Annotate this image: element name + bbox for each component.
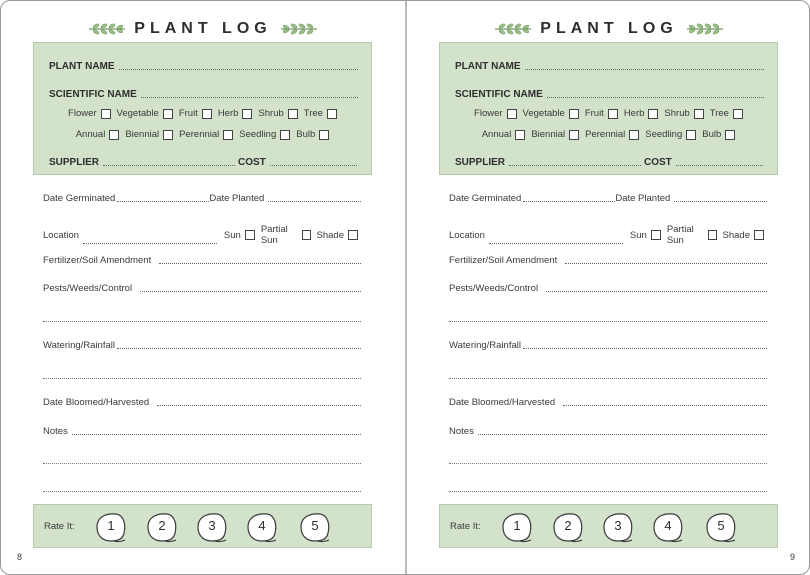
light-option: [261, 224, 311, 246]
life-option: [482, 129, 526, 140]
scientific-name-label: SCIENTIFIC NAME: [49, 89, 137, 100]
life-checkbox[interactable]: [629, 130, 639, 140]
watering-line[interactable]: [117, 348, 361, 349]
light-option-label: Partial Sun: [260, 224, 288, 246]
fertilizer-line[interactable]: [159, 263, 361, 264]
leaf-sprig-icon: [280, 22, 318, 36]
date-planted-label: Date Planted: [209, 193, 265, 204]
type-checkbox[interactable]: [733, 109, 743, 119]
life-option-label: Annual: [481, 129, 512, 140]
rating-number: 1: [513, 518, 521, 533]
type-option: [624, 108, 659, 119]
type-checkbox[interactable]: [569, 109, 579, 119]
life-checkbox[interactable]: [109, 130, 119, 140]
light-checkbox[interactable]: [754, 230, 764, 240]
rating-leaf-3[interactable]: [601, 511, 635, 543]
rating-number: 2: [564, 518, 572, 533]
type-option: [474, 108, 517, 119]
notes-extra-line[interactable]: [43, 491, 361, 492]
pests-extra-line[interactable]: [43, 321, 361, 322]
life-option-label: Seedling: [645, 129, 683, 140]
life-option-label: Bulb: [702, 129, 722, 140]
rating-leaf-4[interactable]: [651, 511, 685, 543]
location-label: Location: [43, 229, 79, 241]
page-number: 8: [17, 552, 23, 562]
location-line[interactable]: [83, 243, 217, 244]
rating-number: 3: [614, 518, 622, 533]
type-option-label: Vegetable: [522, 108, 565, 119]
life-checkbox[interactable]: [163, 130, 173, 140]
life-checkbox[interactable]: [319, 130, 329, 140]
watering-line[interactable]: [523, 348, 767, 349]
fertilizer-label: Fertilizer/Soil Amendment: [43, 255, 152, 266]
page-number: 9: [789, 552, 795, 562]
life-option: [76, 129, 120, 140]
date-germinated-line[interactable]: [523, 201, 615, 202]
plant-name-line[interactable]: [119, 69, 358, 70]
type-option: [710, 108, 743, 119]
pests-label: Pests/Weeds/Control: [449, 283, 539, 294]
cost-label: COST: [238, 157, 266, 168]
type-option: [117, 108, 173, 119]
rating-number: 1: [107, 518, 115, 533]
scientific-name-line[interactable]: [547, 97, 764, 98]
page-title: PLANT LOG: [540, 20, 678, 37]
scientific-name-field[interactable]: [455, 89, 764, 100]
leaf-sprig-icon: [494, 22, 532, 36]
light-checkbox[interactable]: [348, 230, 358, 240]
cost-line[interactable]: [270, 165, 357, 166]
location-row: [43, 224, 361, 246]
light-option-label: Shade: [316, 229, 344, 241]
title-row: [1, 17, 405, 41]
leaf-sprig-icon: [686, 22, 724, 36]
light-checkbox[interactable]: [708, 230, 716, 240]
fertilizer-line[interactable]: [565, 263, 767, 264]
light-checkbox[interactable]: [302, 230, 310, 240]
light-option: [667, 224, 717, 246]
supplier-line[interactable]: [103, 165, 235, 166]
watering-field: [449, 340, 767, 351]
type-option-label: Flower: [474, 108, 503, 119]
type-checkbox[interactable]: [694, 109, 704, 119]
life-option-label: Bulb: [296, 129, 316, 140]
watering-extra-line[interactable]: [449, 378, 767, 379]
type-checkbox[interactable]: [242, 109, 252, 119]
life-option: [239, 129, 290, 140]
plant-name-field[interactable]: [49, 61, 358, 72]
life-option-label: Perennial: [585, 129, 626, 140]
plant-name-label: PLANT NAME: [455, 61, 521, 72]
type-option: [304, 108, 337, 119]
bloomed-field: [449, 397, 767, 408]
notes-line[interactable]: [478, 434, 767, 435]
type-option: [68, 108, 111, 119]
life-option: [125, 129, 173, 140]
type-checkbox[interactable]: [163, 109, 173, 119]
date-planted-label: Date Planted: [615, 193, 671, 204]
notes-label: Notes: [43, 426, 68, 437]
type-option-label: Vegetable: [116, 108, 159, 119]
cost-label: COST: [644, 157, 672, 168]
type-option-label: Fruit: [584, 108, 604, 119]
watering-label: Watering/Rainfall: [449, 340, 521, 351]
plant-type-options: [34, 108, 371, 119]
life-cycle-options: [34, 129, 371, 140]
type-option-label: Herb: [217, 108, 239, 119]
type-checkbox[interactable]: [648, 109, 658, 119]
bloomed-field: [43, 397, 361, 408]
light-option-label: Sun: [629, 229, 647, 241]
life-checkbox[interactable]: [280, 130, 290, 140]
life-checkbox[interactable]: [515, 130, 525, 140]
life-option: [296, 129, 329, 140]
type-option-label: Tree: [303, 108, 323, 119]
light-option: [723, 230, 764, 241]
life-option: [645, 129, 696, 140]
type-option-label: Tree: [709, 108, 729, 119]
scientific-name-field[interactable]: [49, 89, 358, 100]
pests-field: [449, 283, 767, 294]
plant-name-field[interactable]: [455, 61, 764, 72]
location-line[interactable]: [489, 243, 623, 244]
rating-panel: [33, 504, 372, 548]
type-checkbox[interactable]: [507, 109, 517, 119]
rating-leaf-2[interactable]: [551, 511, 585, 543]
light-option: [630, 230, 661, 241]
life-checkbox[interactable]: [223, 130, 233, 140]
rating-leaf-2[interactable]: [145, 511, 179, 543]
type-option: [585, 108, 618, 119]
rating-leaf-3[interactable]: [195, 511, 229, 543]
cost-field[interactable]: [644, 157, 763, 168]
cost-line[interactable]: [676, 165, 763, 166]
rating-number: 4: [664, 518, 672, 533]
pests-extra-line[interactable]: [449, 321, 767, 322]
type-option: [179, 108, 212, 119]
type-option-label: Fruit: [178, 108, 198, 119]
type-option-label: Herb: [623, 108, 645, 119]
notes-label: Notes: [449, 426, 474, 437]
notes-field: [449, 426, 767, 437]
plant-info-panel: [439, 42, 778, 175]
light-option: [224, 230, 255, 241]
type-checkbox[interactable]: [327, 109, 337, 119]
plant-type-options: [440, 108, 777, 119]
bloomed-label: Date Bloomed/Harvested: [43, 397, 150, 408]
type-checkbox[interactable]: [288, 109, 298, 119]
date-germinated-line[interactable]: [117, 201, 209, 202]
rating-leaf-5[interactable]: [298, 511, 332, 543]
supplier-field[interactable]: [455, 157, 641, 168]
light-option-label: Partial Sun: [666, 224, 694, 246]
rating-number: 4: [258, 518, 266, 533]
fertilizer-field: [449, 255, 767, 266]
plant-name-line[interactable]: [525, 69, 764, 70]
location-row: [449, 224, 767, 246]
life-checkbox[interactable]: [686, 130, 696, 140]
notes-line[interactable]: [72, 434, 361, 435]
life-option-label: Biennial: [531, 129, 566, 140]
rate-label: Rate It:: [450, 520, 481, 532]
watering-field: [43, 340, 361, 351]
date-germinated-label: Date Germinated: [449, 193, 522, 204]
scientific-name-label: SCIENTIFIC NAME: [455, 89, 543, 100]
title-row: [407, 17, 810, 41]
rating-leaf-5[interactable]: [704, 511, 738, 543]
notes-extra-line[interactable]: [449, 491, 767, 492]
plant-name-label: PLANT NAME: [49, 61, 115, 72]
type-option: [218, 108, 253, 119]
dates-row: [449, 193, 767, 204]
pests-line[interactable]: [546, 291, 767, 292]
pests-line[interactable]: [140, 291, 361, 292]
notes-field: [43, 426, 361, 437]
life-option: [179, 129, 233, 140]
type-checkbox[interactable]: [608, 109, 618, 119]
rating-number: 5: [717, 518, 725, 533]
life-checkbox[interactable]: [725, 130, 735, 140]
type-option: [664, 108, 703, 119]
rating-number: 3: [208, 518, 216, 533]
type-checkbox[interactable]: [202, 109, 212, 119]
pests-field: [43, 283, 361, 294]
dates-row: [43, 193, 361, 204]
type-option: [258, 108, 297, 119]
date-planted-line[interactable]: [674, 201, 767, 202]
supplier-field[interactable]: [49, 157, 235, 168]
light-checkbox[interactable]: [245, 230, 255, 240]
life-checkbox[interactable]: [569, 130, 579, 140]
notes-extra-line[interactable]: [43, 463, 361, 464]
fertilizer-field: [43, 255, 361, 266]
watering-label: Watering/Rainfall: [43, 340, 115, 351]
watering-extra-line[interactable]: [43, 378, 361, 379]
date-planted-line[interactable]: [268, 201, 361, 202]
page-title: PLANT LOG: [134, 20, 272, 37]
life-option-label: Perennial: [179, 129, 220, 140]
light-option: [317, 230, 358, 241]
pests-label: Pests/Weeds/Control: [43, 283, 133, 294]
life-option-label: Annual: [75, 129, 106, 140]
supplier-label: SUPPLIER: [49, 157, 100, 168]
type-option: [523, 108, 579, 119]
rating-leaf-1[interactable]: [94, 511, 128, 543]
life-option-label: Seedling: [239, 129, 277, 140]
rating-number: 5: [311, 518, 319, 533]
rating-leaf-4[interactable]: [245, 511, 279, 543]
scientific-name-line[interactable]: [141, 97, 358, 98]
bloomed-line[interactable]: [563, 405, 767, 406]
light-option-label: Shade: [722, 229, 750, 241]
life-option: [531, 129, 579, 140]
type-option-label: Shrub: [664, 108, 690, 119]
light-option-label: Sun: [223, 229, 241, 241]
leaf-sprig-icon: [88, 22, 126, 36]
type-option-label: Shrub: [258, 108, 284, 119]
cost-field[interactable]: [238, 157, 357, 168]
life-option: [702, 129, 735, 140]
bloomed-label: Date Bloomed/Harvested: [449, 397, 556, 408]
rate-label: Rate It:: [44, 520, 75, 532]
location-label: Location: [449, 229, 485, 241]
life-cycle-options: [440, 129, 777, 140]
supplier-label: SUPPLIER: [455, 157, 506, 168]
plant-info-panel: [33, 42, 372, 175]
rating-number: 2: [158, 518, 166, 533]
right-page: [407, 1, 810, 575]
fertilizer-label: Fertilizer/Soil Amendment: [449, 255, 558, 266]
type-checkbox[interactable]: [101, 109, 111, 119]
date-germinated-label: Date Germinated: [43, 193, 116, 204]
rating-panel: [439, 504, 778, 548]
left-page: [1, 1, 405, 575]
type-option-label: Flower: [68, 108, 97, 119]
life-option-label: Biennial: [125, 129, 160, 140]
life-option: [585, 129, 639, 140]
supplier-line[interactable]: [509, 165, 641, 166]
light-checkbox[interactable]: [651, 230, 661, 240]
rating-leaf-1[interactable]: [500, 511, 534, 543]
notes-extra-line[interactable]: [449, 463, 767, 464]
bloomed-line[interactable]: [157, 405, 361, 406]
